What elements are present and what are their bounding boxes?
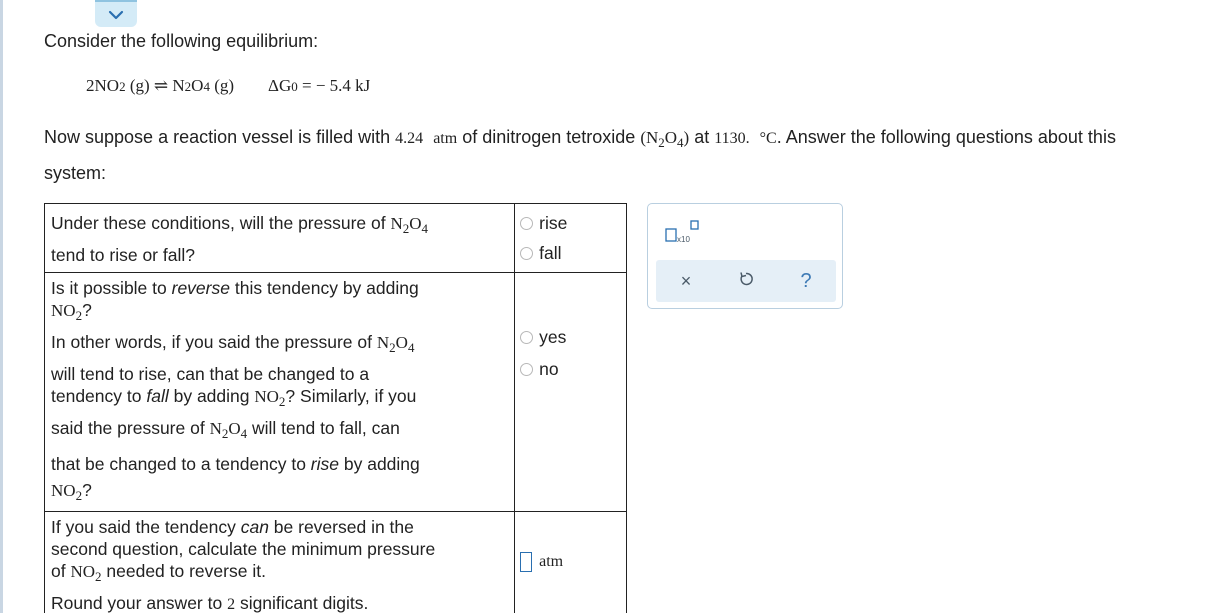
option-rise[interactable]: rise <box>520 208 621 238</box>
scientific-notation-button[interactable] <box>658 216 698 244</box>
sci-label: x10 <box>677 235 690 244</box>
question-row-2 <box>45 273 627 512</box>
pressure-answer-input[interactable] <box>520 552 532 572</box>
question-1-options <box>515 204 627 273</box>
question-1-text: Under these conditions, will the pressure of $N_2O_4$ tend to rise or fall? <box>45 204 515 273</box>
question-3-answer <box>515 512 627 613</box>
question-2-text: Is it possible to reverse this tendency by adding $NO_2$? In other words, if you said the pressure of $N_2O_4$ will tend to rise, can that be changed to a tendency to fall by adding $NO_2$? Similarly, if you said the pressure of $N_2O_4$ will tend to fall, can that be changed to a tendency to rise by adding $NO_2$? <box>45 273 515 512</box>
equilibrium-equation: 2 NO 2 (g) ⇌ N 2 O 4 (g) ΔG 0 = − 5.4 kJ <box>86 76 371 95</box>
question-row-1 <box>45 204 627 273</box>
prompt-text: Consider the following equilibrium: <box>44 31 319 51</box>
radio-no[interactable] <box>520 363 533 376</box>
math-tools-panel <box>647 203 843 309</box>
option-yes[interactable]: yes <box>520 321 621 353</box>
help-icon[interactable]: ? <box>800 269 812 292</box>
reactant-coef: 2 <box>86 76 95 95</box>
close-icon[interactable]: × <box>680 270 692 291</box>
radio-fall[interactable] <box>520 247 533 260</box>
option-no[interactable]: no <box>520 353 621 385</box>
answer-unit: atm <box>539 553 564 570</box>
question-2-options <box>515 273 627 512</box>
equilibrium-arrow: ⇌ <box>153 76 169 95</box>
questions-table <box>44 203 627 613</box>
option-fall[interactable]: fall <box>520 238 621 268</box>
gibbs-value: = − 5.4 kJ <box>302 76 371 95</box>
radio-rise[interactable] <box>520 217 533 230</box>
problem-statement: Now suppose a reaction vessel is filled with 4.24 atm of dinitrogen tetroxide $(N_2O_4)$ at 1130. °C. Answer the following questions about this system: <box>44 127 1116 183</box>
question-row-3 <box>45 512 627 613</box>
tools-toolbar <box>656 260 836 302</box>
scientific-notation-icon <box>658 216 702 246</box>
reactant: NO <box>94 76 120 95</box>
radio-yes[interactable] <box>520 331 533 344</box>
left-border <box>0 0 3 613</box>
undo-icon[interactable] <box>731 271 761 292</box>
gibbs-symbol: ΔG <box>268 76 292 95</box>
question-3-text: If you said the tendency can be reversed in the second question, calculate the minimum pressure of $NO_2$ needed to reverse it. Round your answer to 2 significant digits. <box>45 512 515 613</box>
collapse-tab[interactable] <box>95 0 137 27</box>
chevron-down-icon <box>108 9 124 21</box>
